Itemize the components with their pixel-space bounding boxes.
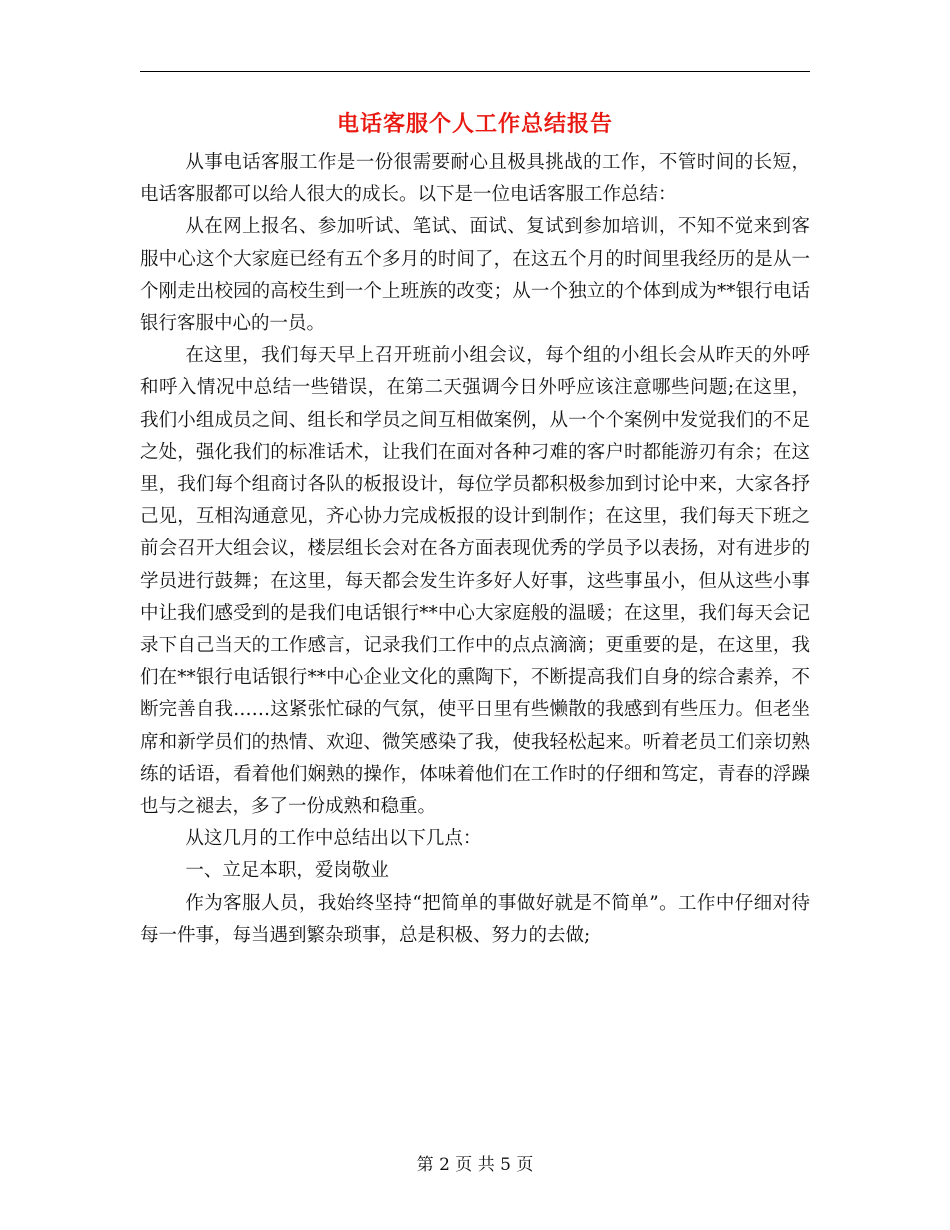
paragraph-section-1: 作为客服人员，我始终坚持“把简单的事做好就是不简单”。工作中仔细对待每一件事，每当遇到繁杂琐事，总是积极、努力的去做; [140, 892, 810, 946]
paragraph-intro: 从事电话客服工作是一份很需要耐心且极具挑战的工作，不管时间的长短，电话客服都可以给人很大的成长。以下是一位电话客服工作总结： [140, 152, 810, 206]
document-title: 电话客服个人工作总结报告 [336, 111, 613, 137]
paragraph-daily-work: 在这里，我们每天早上召开班前小组会议，每个组的小组长会从昨天的外呼和呼入情况中总结一些错误，在第二天强调今日外呼应该注意哪些问题;在这里，我们小组成员之间、组长和学员之间互相做案例，从一个个案例中发觉我们的不足之处，强化我们的标准话术，让我们在面对各种刁难的客户时都能游刃有余；在这里，我们每个组商讨各队的板报设计，每位学员都积极参加到讨论中来，大家各抒己见，互相沟通意见，齐心协力完成板报的设计到制作；在这里，我们每天下班之前会召开大组会议，楼层组长会对在各方面表现优秀的学员予以表扬，对有进步的学员进行鼓舞；在这里，每天都会发生许多好人好事，这些事虽小，但从这些小事中让我们感受到的是我们电话银行**中心大家庭般的温暖；在这里，我们每天会记录下自己当天的工作感言，记录我们工作中的点点滴滴；更重要的是，在这里，我们在**银行电话银行**中心企业文化的熏陶下，不断提高我们自身的综合素养，不断完善自我……这紧张忙碌的气氛，使平日里有些懒散的我感到有些压力。但老坐席和新学员们的热情、欢迎、微笑感染了我，使我轻松起来。听着老员工们亲切熟练的话语，看着他们娴熟的操作，体味着他们在工作时的仔细和笃定，青春的浮躁也与之褪去，多了一份成熟和稳重。 [140, 345, 810, 818]
paragraph-summary-lead: 从这几月的工作中总结出以下几点： [185, 828, 482, 850]
document-body [140, 147, 810, 952]
page-number: 第 2 页 共 5 页 [416, 1155, 534, 1175]
section-heading-1: 一、立足本职，爱岗敬业 [185, 860, 389, 882]
paragraph-experience: 从在网上报名、参加听试、笔试、面试、复试到参加培训，不知不觉来到客服中心这个大家庭已经有五个多月的时间了，在这五个月的时间里我经历的是从一个刚走出校园的高校生到一个上班族的改变；从一个独立的个体到成为**银行电话银行客服中心的一员。 [140, 216, 810, 335]
header-rule [140, 71, 810, 72]
